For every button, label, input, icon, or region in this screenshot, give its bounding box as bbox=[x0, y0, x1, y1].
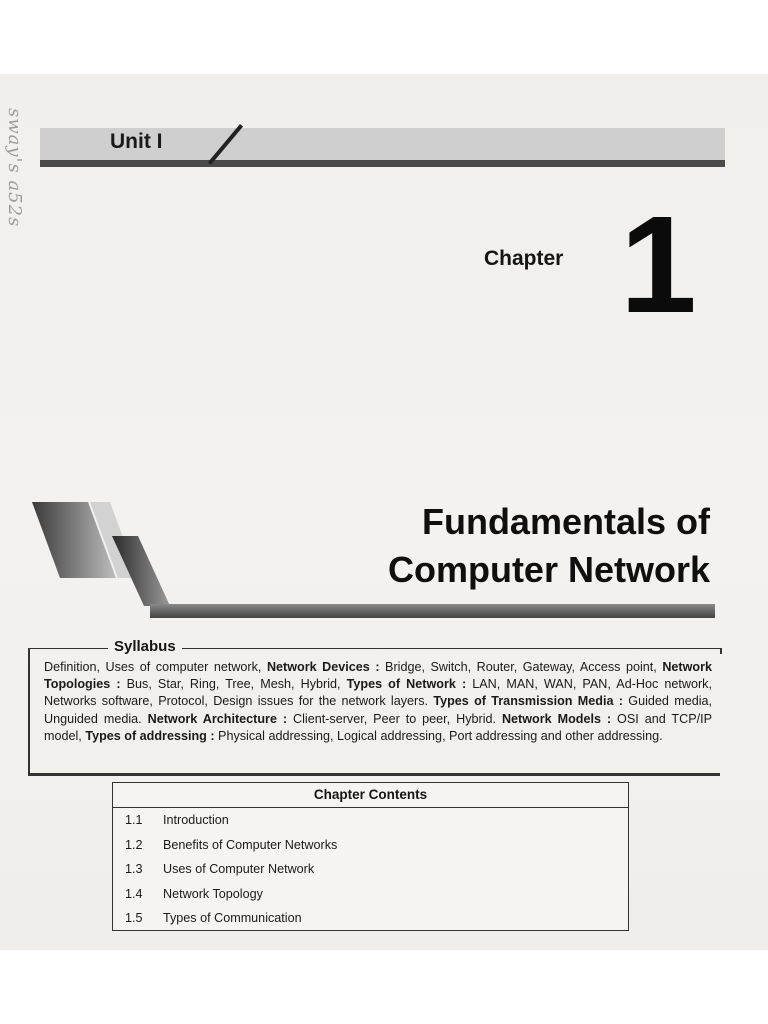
syllabus-topic-heading: Network Models : bbox=[501, 711, 612, 726]
syllabus-topic-heading: Types of Network : bbox=[346, 677, 467, 692]
syllabus-topic-heading: Network Topologies : bbox=[44, 660, 712, 692]
syllabus-topic-heading: Network Devices : bbox=[266, 660, 380, 674]
syllabus-topic-text: Physical addressing, Logical addressing, Port addressing and other addressing. bbox=[214, 728, 663, 743]
unit-banner-rule bbox=[40, 160, 725, 167]
unit-label: Unit I bbox=[110, 130, 163, 153]
chapter-label: Chapter bbox=[484, 247, 564, 270]
syllabus-topic-heading: Types of Transmission Media : bbox=[433, 694, 623, 709]
chapter-contents-list bbox=[113, 808, 628, 931]
contents-item-number: 1.5 bbox=[125, 911, 143, 926]
contents-item-number: 1.3 bbox=[125, 862, 143, 877]
syllabus-topic-text: OSI and TCP/IP model, bbox=[44, 711, 713, 743]
chapter-number: 1 bbox=[620, 188, 697, 342]
title-rule bbox=[150, 604, 715, 618]
syllabus-topic-text: Bus, Star, Ring, Tree, Mesh, Hybrid, bbox=[120, 677, 347, 692]
chapter-contents-heading: Chapter Contents bbox=[113, 783, 628, 808]
contents-item-number: 1.1 bbox=[125, 813, 143, 827]
syllabus-topic-text: LAN, MAN, WAN, PAN, Ad-Hoc network, Networks software, Protocol, Design issues for the network layers. bbox=[44, 677, 712, 709]
syllabus-topic-text: Client-server, Peer to peer, Hybrid. bbox=[287, 711, 502, 726]
contents-item-number: 1.2 bbox=[125, 837, 143, 852]
syllabus-topic-text: Guided media, Unguided media. bbox=[44, 694, 713, 726]
syllabus-topic-text: Definition, Uses of computer network, bbox=[44, 660, 267, 674]
syllabus-topic-heading: Types of addressing : bbox=[85, 728, 215, 743]
contents-item-title: Benefits of Computer Networks bbox=[163, 837, 338, 852]
contents-item bbox=[113, 906, 628, 931]
syllabus-topic-heading: Network Architecture : bbox=[147, 711, 288, 726]
contents-item bbox=[113, 833, 628, 858]
contents-item-title: Network Topology bbox=[163, 886, 263, 901]
decorative-stripes bbox=[30, 498, 180, 610]
chapter-title-line-2: Computer Network bbox=[387, 549, 710, 590]
contents-item-title: Introduction bbox=[163, 813, 229, 827]
contents-item-title: Uses of Computer Network bbox=[163, 862, 315, 877]
syllabus-label: Syllabus bbox=[108, 638, 182, 655]
contents-item bbox=[113, 857, 628, 882]
chapter-title bbox=[388, 498, 710, 594]
contents-item-number: 1.4 bbox=[125, 886, 143, 901]
watermark: sway's a52s bbox=[4, 108, 25, 228]
chapter-title-line-1: Fundamentals of bbox=[421, 501, 710, 542]
syllabus-topic-text: Bridge, Switch, Router, Gateway, Access point, bbox=[379, 660, 663, 674]
contents-item-title: Types of Communication bbox=[163, 911, 302, 926]
chapter-contents-table bbox=[112, 782, 629, 931]
contents-item bbox=[113, 882, 628, 907]
contents-item bbox=[113, 808, 628, 833]
syllabus-text bbox=[44, 659, 712, 745]
